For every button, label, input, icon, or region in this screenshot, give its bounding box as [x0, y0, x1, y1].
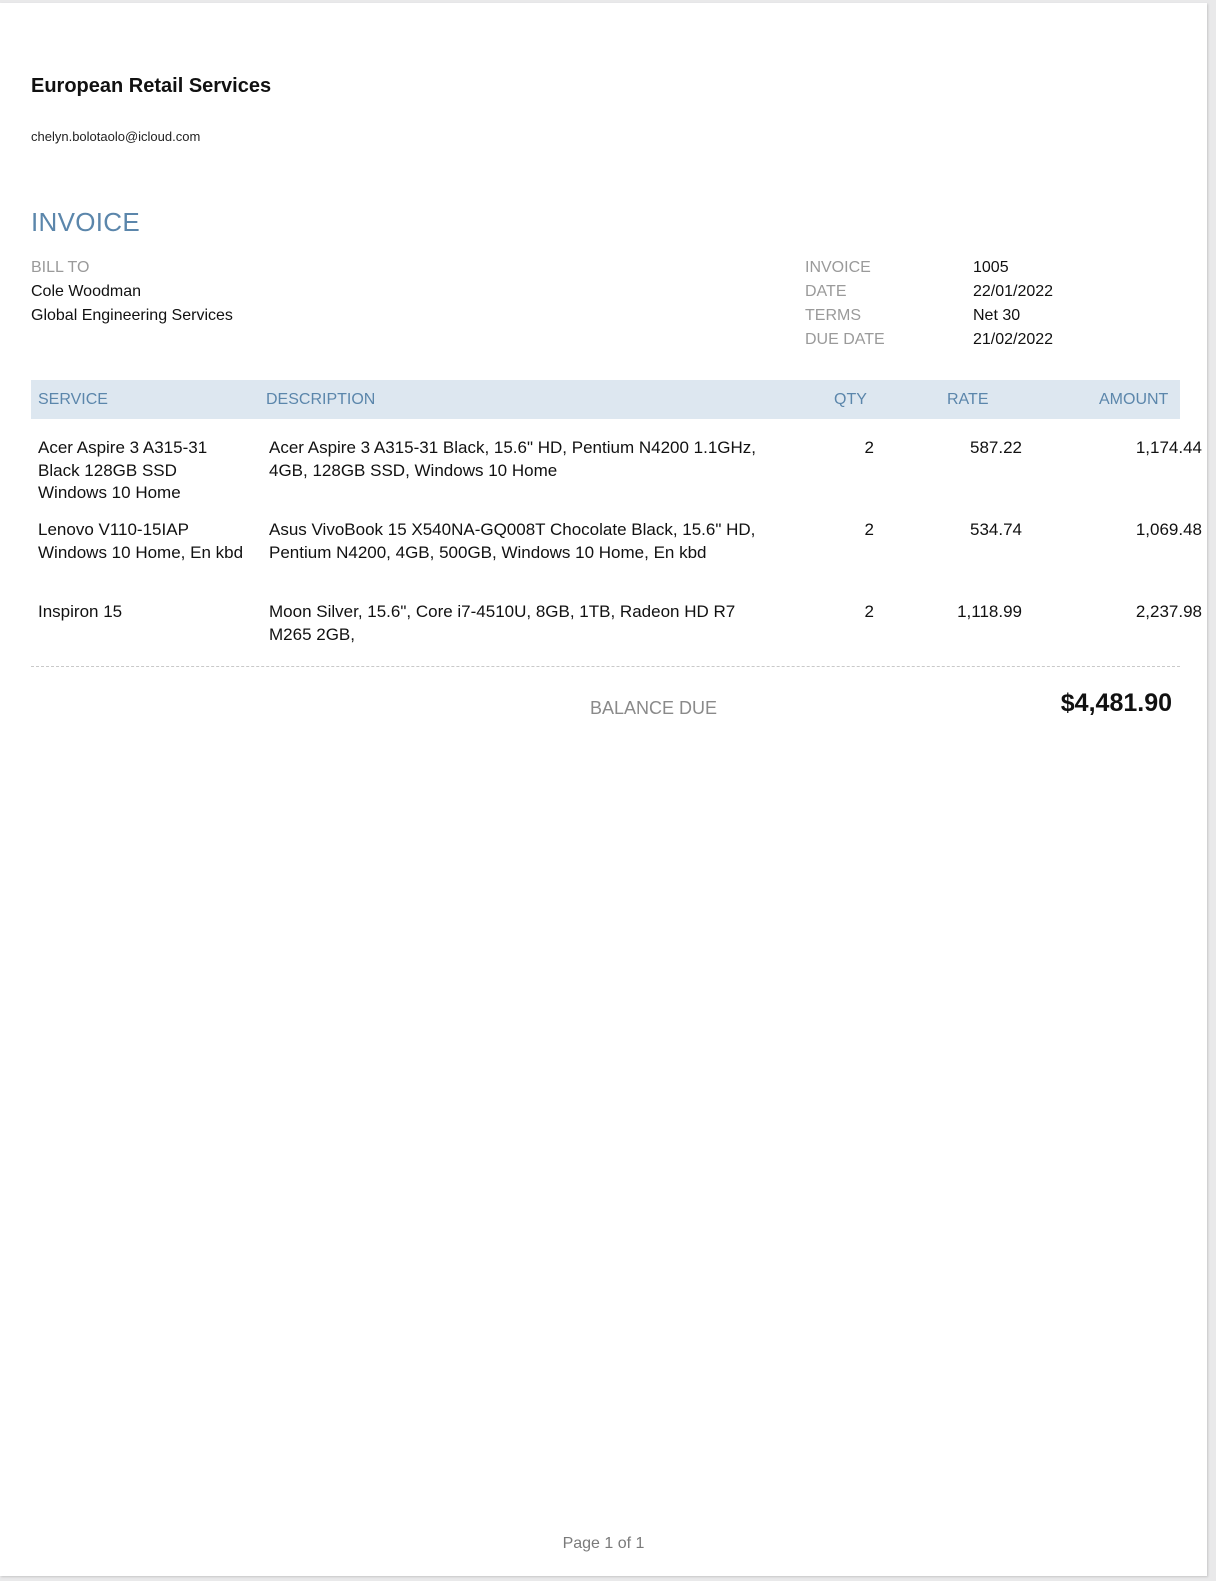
table-row	[31, 437, 1202, 507]
item-service: Lenovo V110-15IAP Windows 10 Home, En kbd	[38, 520, 244, 562]
item-rate: 534.74	[970, 520, 1022, 539]
column-header-qty: QTY	[834, 391, 867, 408]
item-qty: 2	[864, 520, 874, 539]
item-amount: 1,069.48	[1135, 520, 1202, 539]
item-service: Acer Aspire 3 A315-31 Black 128GB SSD Windows 10 Home	[38, 438, 208, 502]
item-amount: 2,237.98	[1135, 602, 1202, 621]
invoice-meta	[805, 256, 1053, 352]
bill-to-block	[31, 256, 233, 328]
column-header-description: DESCRIPTION	[266, 391, 376, 408]
item-service: Inspiron 15	[38, 602, 123, 621]
bill-to-label: BILL TO	[31, 259, 90, 276]
meta-label: DUE DATE	[805, 331, 885, 348]
meta-value: Net 30	[973, 307, 1021, 324]
page-number: Page 1 of 1	[562, 1535, 645, 1552]
balance-due-amount: $4,481.90	[1060, 689, 1172, 717]
meta-label: TERMS	[805, 307, 861, 324]
table-row	[31, 601, 1202, 649]
meta-value: 21/02/2022	[973, 331, 1054, 348]
item-amount: 1,174.44	[1135, 438, 1202, 457]
column-header-rate: RATE	[947, 391, 989, 408]
total-divider	[31, 666, 1180, 667]
invoice-page	[0, 3, 1207, 1576]
item-description: Moon Silver, 15.6", Core i7-4510U, 8GB, 1TB, Radeon HD R7 M265 2GB,	[269, 602, 736, 644]
item-description: Acer Aspire 3 A315-31 Black, 15.6" HD, Pentium N4200 1.1GHz, 4GB, 128GB SSD, Windows 10 Home	[269, 438, 757, 480]
item-description: Asus VivoBook 15 X540NA-GQ008T Chocolate Black, 15.6" HD, Pentium N4200, 4GB, 500GB, Windows 10 Home, En kbd	[269, 520, 756, 562]
item-rate: 587.22	[970, 438, 1022, 457]
meta-row-due-date	[805, 328, 1053, 352]
items-table-header	[31, 380, 1180, 419]
meta-label: INVOICE	[805, 259, 871, 276]
company-email: chelyn.bolotaolo@icloud.com	[31, 129, 201, 144]
table-row	[31, 519, 1202, 589]
meta-row-date	[805, 280, 1053, 304]
meta-value: 1005	[973, 259, 1009, 276]
balance-due-label: BALANCE DUE	[590, 698, 718, 718]
invoice-title: INVOICE	[31, 207, 141, 237]
meta-row-terms	[805, 304, 1053, 328]
meta-row-invoice	[805, 256, 1053, 280]
bill-to-company: Global Engineering Services	[31, 307, 233, 324]
column-header-amount: AMOUNT	[1099, 391, 1169, 408]
meta-label: DATE	[805, 283, 847, 300]
meta-value: 22/01/2022	[973, 283, 1054, 300]
column-header-service: SERVICE	[38, 391, 108, 408]
bill-to-name: Cole Woodman	[31, 283, 141, 300]
company-name: European Retail Services	[31, 75, 272, 97]
item-qty: 2	[864, 602, 874, 621]
item-qty: 2	[864, 438, 874, 457]
item-rate: 1,118.99	[957, 602, 1022, 621]
